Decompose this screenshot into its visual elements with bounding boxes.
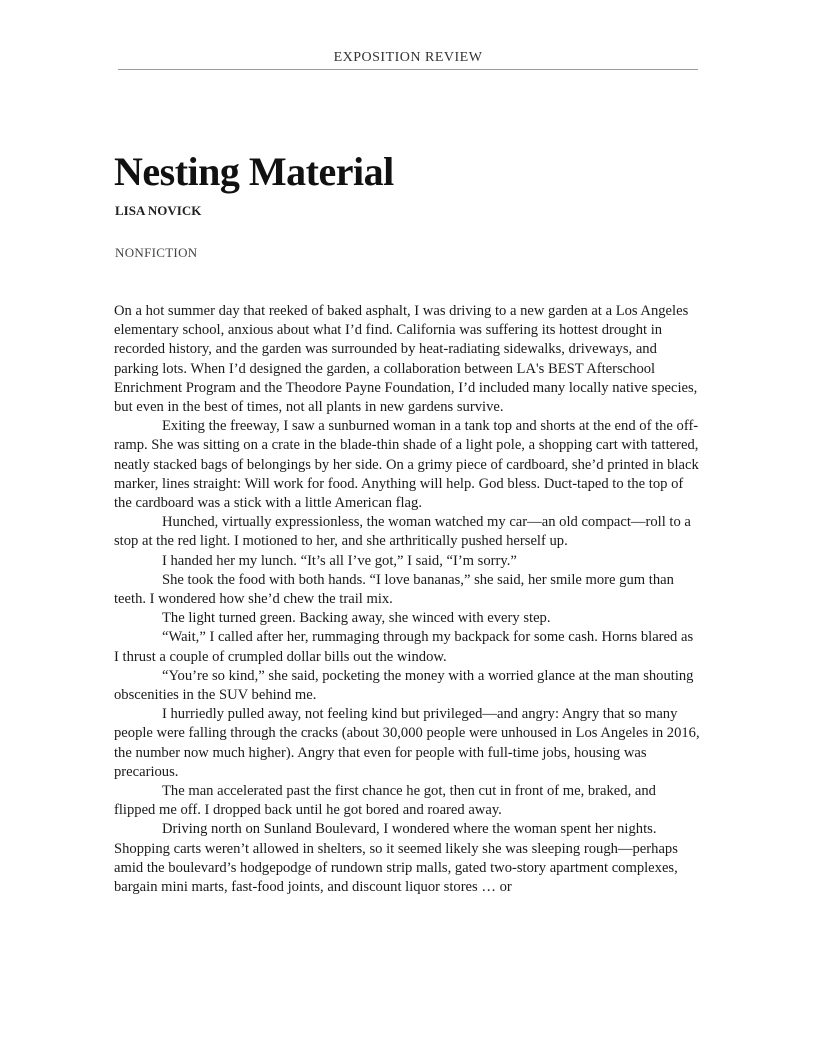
paragraph: The man accelerated past the first chance he got, then cut in front of me, braked, and flipped me off. I dropped back until he got bored and roared away. [114, 783, 656, 819]
publication-header: EXPOSITION REVIEW [333, 50, 483, 65]
paragraph: I handed her my lunch. “It’s all I’ve got,” I said, “I’m sorry.” [162, 552, 517, 569]
paragraph: I hurriedly pulled away, not feeling kind but privileged—and angry: Angry that so many people were falling through the cracks (about 30,000 people were unhoused in Los Angeles in 2016, the number now much higher). Angry that even for people with full-time jobs, housing was precarious. [114, 706, 700, 780]
paragraph: Hunched, virtually expressionless, the woman watched my car—an old compact—roll to a stop at the red light. I motioned to her, and she arthritically pushed herself up. [114, 514, 691, 550]
paragraph: “Wait,” I called after her, rummaging through my backpack for some cash. Horns blared as I thrust a couple of crumpled dollar bills out the window. [114, 629, 694, 665]
paragraph: Exiting the freeway, I saw a sunburned woman in a tank top and shorts at the end of the off-ramp. She was sitting on a crate in the blade-thin shade of a light pole, a shopping cart with tattered, neatly stacked bags of belongings by her side. On a grimy piece of cardboard, she’d printed in black marker, lines straight: Will work for food. Anything will help. God bless. Duct-taped to the top of the cardboard was a stick with a little American flag. [114, 418, 699, 512]
article-body [114, 302, 700, 897]
article-genre: NONFICTION [115, 245, 198, 260]
header-divider [118, 69, 698, 70]
paragraph: “You’re so kind,” she said, pocketing the money with a worried glance at the man shouting obscenities in the SUV behind me. [114, 667, 694, 704]
article-author: LISA NOVICK [115, 203, 202, 218]
paragraph: On a hot summer day that reeked of baked asphalt, I was driving to a new garden at a Los Angeles elementary school, anxious about what I’d find. California was suffering its hottest drought in recorded history, and the garden was surrounded by heat-radiating sidewalks, driveways, and parking lots. When I’d designed the garden, a collaboration between LA's BEST Afterschool Enrichment Program and the Theodore Payne Foundation, I’d included many locally native species, but even in the best of times, not all plants in new gardens survive. [114, 303, 698, 416]
paragraph: The light turned green. Backing away, she winced with every step. [162, 610, 551, 627]
paragraph: Driving north on Sunland Boulevard, I wondered where the woman spent her nights. Shopping carts weren’t allowed in shelters, so it seemed likely she was sleeping rough—perhaps amid the boulevard’s hodgepodge of rundown strip malls, gated two-story apartment complexes, bargain mini marts, fast-food joints, and discount liquor stores … or [114, 821, 678, 896]
article-title: Nesting Material [114, 149, 394, 194]
paragraph: She took the food with both hands. “I love bananas,” she said, her smile more gum than teeth. I wondered how she’d chew the trail mix. [114, 571, 674, 608]
